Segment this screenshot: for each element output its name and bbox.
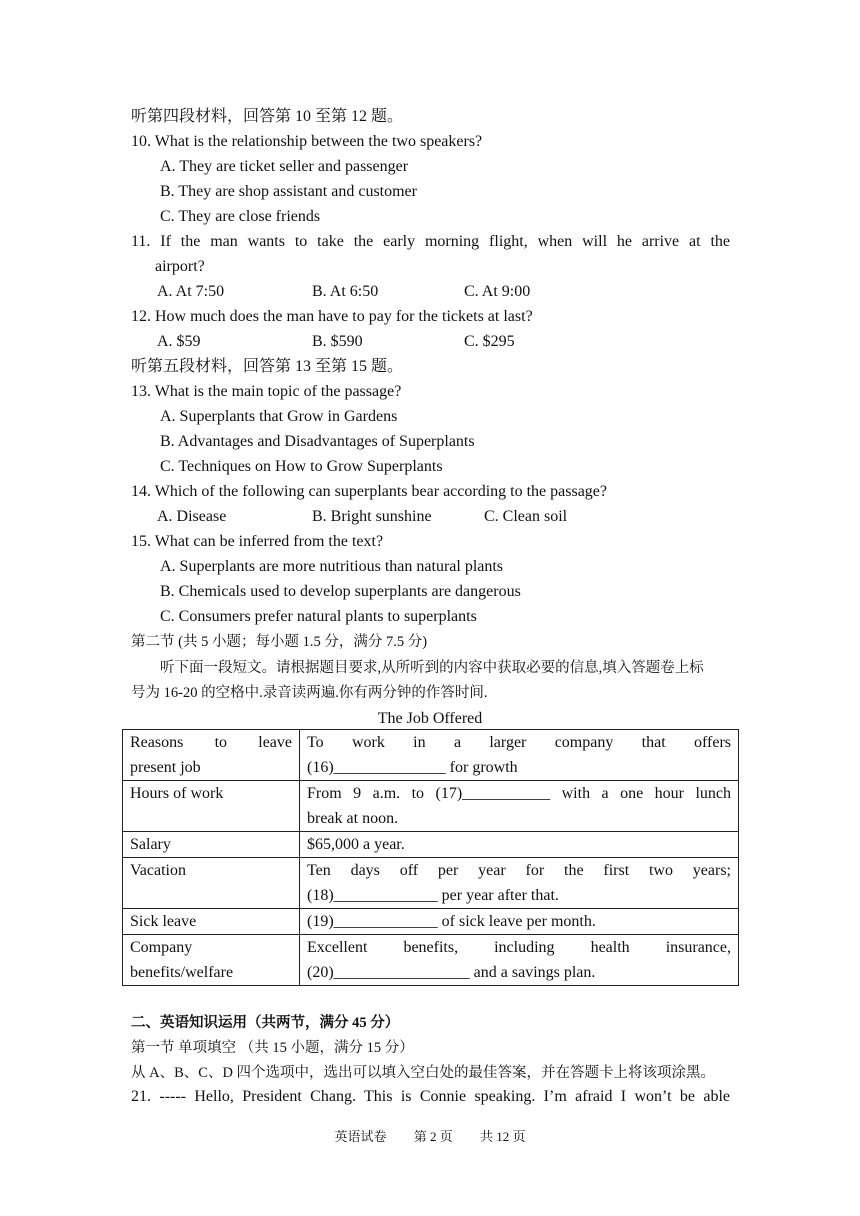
- row-label: Salary: [123, 832, 300, 858]
- q15-option-c: C. Consumers prefer natural plants to superplants: [160, 608, 477, 625]
- q12-stem: 12. How much does the man have to pay for the tickets at last?: [131, 308, 533, 325]
- row-value: $65,000 a year.: [300, 832, 739, 858]
- q10-option-a: A. They are ticket seller and passenger: [160, 158, 409, 175]
- table-row: [123, 730, 739, 781]
- table-row: [123, 781, 739, 832]
- q14-option-c: C. Clean soil: [484, 508, 568, 525]
- q10-stem: 10. What is the relationship between the two speakers?: [131, 133, 483, 150]
- q13-option-c: C. Techniques on How to Grow Superplants: [160, 458, 443, 475]
- row-label: Company benefits/welfare: [123, 935, 300, 986]
- part5-heading: 听第五段材料，回答第 13 至第 15 题。: [131, 358, 404, 375]
- page-footer: [0, 1126, 860, 1145]
- row-label: Hours of work: [123, 781, 300, 832]
- section2-title: 第二节 (共 5 小题；每小题 1.5 分，满分 7.5 分): [131, 634, 428, 650]
- table-caption: The Job Offered: [377, 710, 483, 727]
- q13-option-a: A. Superplants that Grow in Gardens: [160, 408, 398, 425]
- q11-option-b: B. At 6:50: [312, 283, 379, 300]
- footer-page-number: 第 2 页: [413, 1129, 453, 1144]
- footer-total-pages: 共 12 页: [480, 1129, 526, 1144]
- q21-stem: 21. ----- Hello, President Chang. This is Connie speaking. I’m afraid I won’t be able: [131, 1088, 730, 1105]
- row-value: (19)_____________ of sick leave per month.: [300, 909, 739, 935]
- table-row: [123, 935, 739, 986]
- q11-stem-line1: 11. If the man wants to take the early morning flight, when will he arrive at the: [131, 233, 730, 250]
- row-value: From 9 a.m. to (17)___________ with a one hour lunch break at noon.: [300, 781, 739, 832]
- q14-stem: 14. Which of the following can superplants bear according to the passage?: [131, 483, 607, 500]
- part2-instruction: 从 A、B、C、D 四个选项中，选出可以填入空白处的最佳答案，并在答题卡上将该项涂黑。: [131, 1065, 716, 1081]
- q10-option-c: C. They are close friends: [160, 208, 321, 225]
- q13-option-b: B. Advantages and Disadvantages of Superplants: [160, 433, 475, 450]
- table-row: [123, 858, 739, 909]
- q10-option-b: B. They are shop assistant and customer: [160, 183, 417, 200]
- job-offered-table: [122, 729, 739, 986]
- q11-option-c: C. At 9:00: [464, 283, 531, 300]
- table-row: [123, 909, 739, 935]
- section2-instruction-line1: 听下面一段短文。请根据题目要求,从所听到的内容中获取必要的信息,填入答题卷上标: [160, 660, 704, 676]
- q12-option-a: A. $59: [157, 333, 201, 350]
- footer-subject: 英语试卷: [334, 1129, 387, 1144]
- q14-option-b: B. Bright sunshine: [312, 508, 432, 525]
- row-value: To work in a larger company that offers (16)______________ for growth: [300, 730, 739, 781]
- q15-option-b: B. Chemicals used to develop superplants are dangerous: [160, 583, 521, 600]
- row-label: Vacation: [123, 858, 300, 909]
- part2-section1-title: 第一节 单项填空 （共 15 小题，满分 15 分）: [131, 1040, 414, 1056]
- part4-heading: 听第四段材料，回答第 10 至第 12 题。: [131, 108, 404, 125]
- q12-option-c: C. $295: [464, 333, 515, 350]
- row-label: Reasons to leave present job: [123, 730, 300, 781]
- q15-option-a: A. Superplants are more nutritious than natural plants: [160, 558, 504, 575]
- q14-option-a: A. Disease: [157, 508, 227, 525]
- q11-stem-line2: airport?: [155, 258, 205, 275]
- q15-stem: 15. What can be inferred from the text?: [131, 533, 384, 550]
- row-label: Sick leave: [123, 909, 300, 935]
- part2-title: 二、英语知识运用（共两节，满分 45 分）: [131, 1015, 400, 1031]
- q12-option-b: B. $590: [312, 333, 363, 350]
- row-value: Ten days off per year for the first two years; (18)_____________ per year after that.: [300, 858, 739, 909]
- section2-instruction-line2: 号为 16-20 的空格中.录音读两遍.你有两分钟的作答时间.: [131, 685, 488, 701]
- row-value: Excellent benefits, including health insurance, (20)_________________ and a savings plan.: [300, 935, 739, 986]
- q13-stem: 13. What is the main topic of the passage?: [131, 383, 402, 400]
- table-row: [123, 832, 739, 858]
- q11-option-a: A. At 7:50: [157, 283, 225, 300]
